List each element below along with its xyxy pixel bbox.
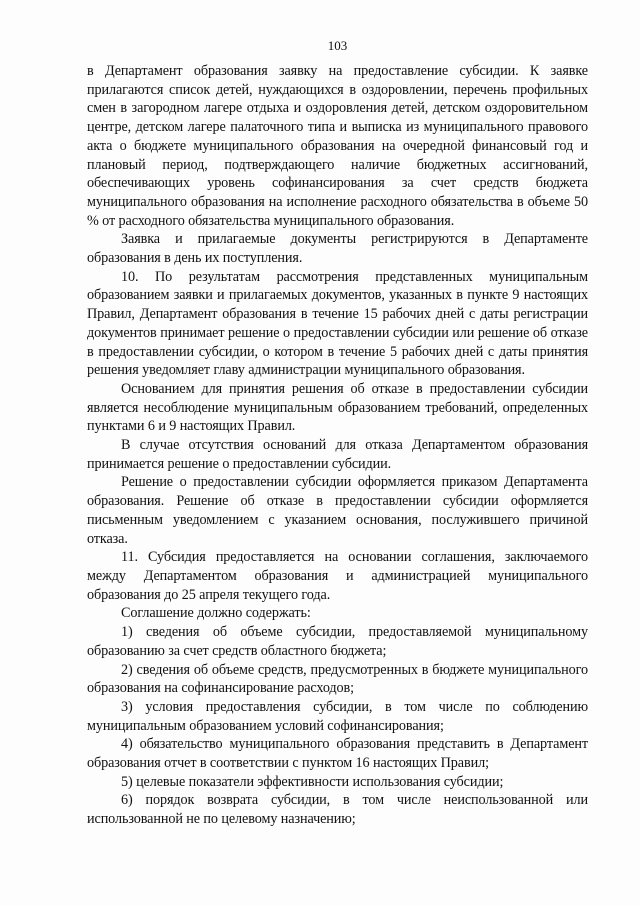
paragraph-no-refusal: В случае отсутствия оснований для отказа Департаментом образования принимается решение о предоставлении субсидии. [87,437,588,472]
paragraph-refusal-grounds: Основанием для принятия решения об отказе в предоставлении субсидии является несоблюдение муниципальным образованием требований, определенных пунктами 6 и 9 настоящих Правил. [87,380,588,435]
paragraph-decision-form: Решение о предоставлении субсидии оформляется приказом Департамента образования. Решение об отказе в предоставлении субсидии оформляется письменным уведомлением с указанием основания, послужившего причиной отказа. [87,474,588,547]
paragraph-continuation: в Департамент образования заявку на предоставление субсидии. К заявке прилагаются список детей, нуждающихся в оздоровлении, перечень профильных смен в загородном лагере отдыха и оздоровления детей, детском оздоровительном центре, детском лагере палаточного типа и выписка из муниципального правового акта о бюджете муниципального образования на очередной финансовый год и плановый период, подтверждающего наличие бюджетных ассигнований, обеспечивающих уровень софинансирования за счет средств бюджета муниципального образования на исполнение расходного обязательства в объеме 50 % от расходного обязательства муниципального образования. [87,63,588,229]
list-item-1: 1) сведения об объеме субсидии, предоставляемой муниципальному образованию за счет средств областного бюджета; [87,624,588,659]
paragraph-item-11: 11. Субсидия предоставляется на основании соглашения, заключаемого между Департаментом образования и администрацией муниципального образования до 25 апреля текущего года. [87,549,588,603]
list-item-5: 5) целевые показатели эффективности использования субсидии; [121,773,504,790]
list-item-3: 3) условия предоставления субсидии, в том числе по соблюдению муниципальным образованием условий софинансирования; [87,698,588,734]
page-number: 103 [327,38,348,53]
list-item-6: 6) порядок возврата субсидии, в том числе неиспользованной или использованной не по целевому назначению; [87,792,588,828]
paragraph-registration: Заявка и прилагаемые документы регистрируются в Департаменте образования в день их поступления. [87,231,588,267]
document-body [87,62,588,829]
list-item-2: 2) сведения об объеме средств, предусмотренных в бюджете муниципального образования на софинансирование расходов; [87,661,588,697]
list-item-4: 4) обязательство муниципального образования представить в Департамент образования отчет в соответствии с пунктом 16 настоящих Правил; [87,736,588,772]
paragraph-agreement-contents: Соглашение должно содержать: [121,605,311,622]
paragraph-item-10: 10. По результатам рассмотрения представленных муниципальным образованием заявки и прилагаемых документов, указанных в пункте 9 настоящих Правил, Департамент образования в течение 15 рабочих дней с даты регистрации документов принимает решение о предоставлении субсидии или решение об отказе в предоставлении субсидии, о котором в течение 5 рабочих дней с даты принятия решения уведомляет главу администрации муниципального образования. [87,268,588,379]
